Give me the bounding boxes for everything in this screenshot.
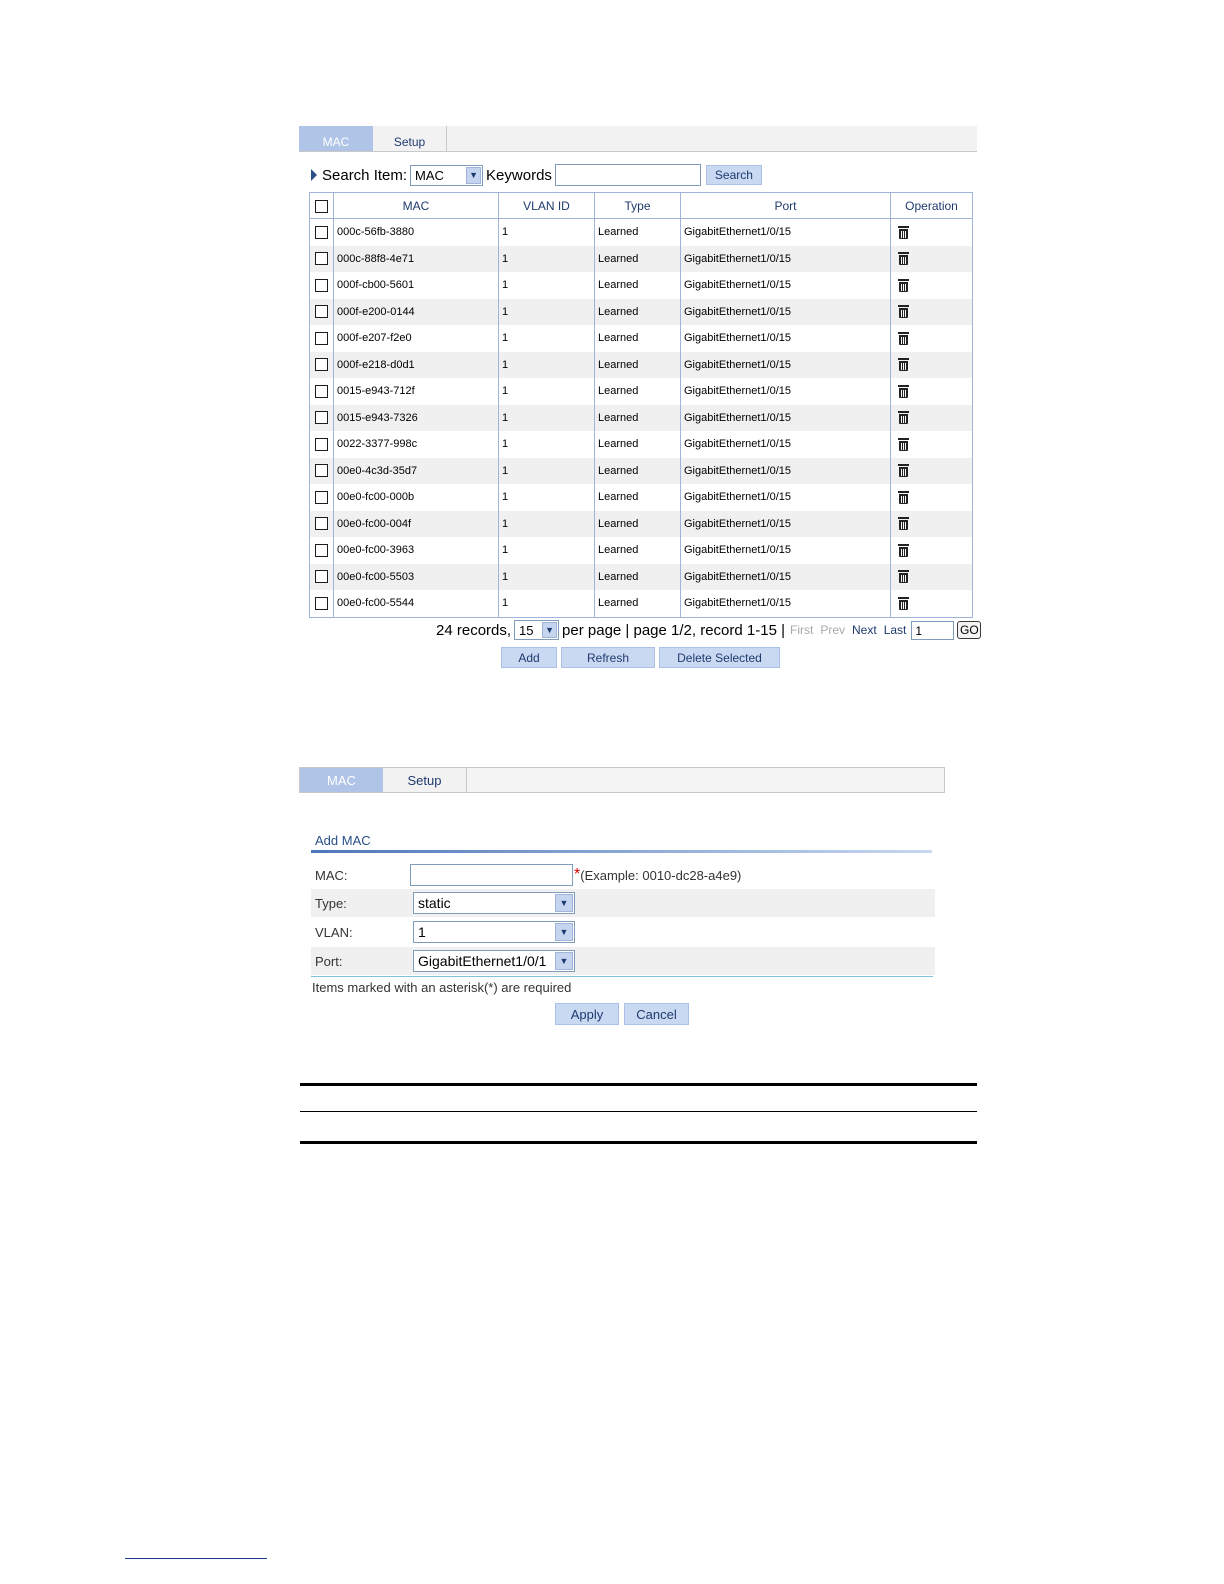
mac-cell: 000c-88f8-4e71 [334, 246, 499, 273]
mac-cell: 000f-e200-0144 [334, 299, 499, 326]
row-checkbox[interactable] [315, 385, 328, 398]
page-summary: per page | page 1/2, record 1-15 | [562, 621, 785, 639]
triangle-right-icon [311, 169, 317, 181]
mac-cell: 00e0-fc00-3963 [334, 537, 499, 564]
operation-cell [891, 537, 973, 564]
type-cell: Learned [595, 299, 681, 326]
chevron-down-icon: ▼ [555, 952, 573, 970]
section-title: Add MAC [315, 833, 371, 848]
col-header-type[interactable]: Type [595, 193, 681, 219]
record-count: 24 records, [436, 621, 512, 639]
chevron-down-icon: ▼ [466, 167, 481, 184]
vlan-cell: 1 [499, 405, 595, 432]
table-row [310, 458, 973, 485]
port-cell: GigabitEthernet1/0/15 [681, 325, 891, 352]
vlan-cell: 1 [499, 484, 595, 511]
row-checkbox-cell [310, 537, 334, 564]
table-row [310, 537, 973, 564]
port-cell: GigabitEthernet1/0/15 [681, 537, 891, 564]
type-select[interactable]: static ▼ [413, 892, 575, 914]
port-cell: GigabitEthernet1/0/15 [681, 272, 891, 299]
mac-table-body [310, 219, 973, 618]
tab-setup[interactable]: Setup [383, 768, 467, 792]
port-cell: GigabitEthernet1/0/15 [681, 219, 891, 246]
trash-icon[interactable] [899, 464, 908, 477]
type-cell: Learned [595, 378, 681, 405]
type-cell: Learned [595, 484, 681, 511]
mac-cell: 0015-e943-712f [334, 378, 499, 405]
mac-input[interactable] [410, 864, 573, 886]
page-number-input[interactable]: 1 [911, 621, 954, 640]
add-button[interactable]: Add [501, 647, 557, 668]
trash-icon[interactable] [899, 570, 908, 583]
row-checkbox[interactable] [315, 411, 328, 424]
per-page-select[interactable]: 15 ▼ [514, 620, 559, 640]
table-row [310, 378, 973, 405]
type-label: Type: [315, 895, 347, 911]
port-cell: GigabitEthernet1/0/15 [681, 590, 891, 617]
port-cell: GigabitEthernet1/0/15 [681, 564, 891, 591]
type-cell: Learned [595, 272, 681, 299]
port-cell: GigabitEthernet1/0/15 [681, 246, 891, 273]
refresh-button[interactable]: Refresh [561, 647, 655, 668]
operation-cell [891, 352, 973, 379]
row-checkbox-cell [310, 219, 334, 246]
table-row [310, 511, 973, 538]
vlan-cell: 1 [499, 537, 595, 564]
row-checkbox[interactable] [315, 332, 328, 345]
operation-cell [891, 590, 973, 617]
required-marker: * [574, 866, 581, 883]
operation-cell [891, 219, 973, 246]
footnote-link-underline [125, 1558, 267, 1559]
trash-icon[interactable] [899, 252, 908, 265]
vlan-cell: 1 [499, 564, 595, 591]
vlan-label: VLAN: [315, 924, 353, 940]
table-row [310, 405, 973, 432]
table-row [310, 299, 973, 326]
table-row [310, 564, 973, 591]
row-checkbox-cell [310, 564, 334, 591]
table-row [310, 431, 973, 458]
row-checkbox-cell [310, 511, 334, 538]
row-checkbox-cell [310, 484, 334, 511]
trash-icon[interactable] [899, 332, 908, 345]
cancel-button[interactable]: Cancel [624, 1003, 689, 1025]
table-row [310, 219, 973, 246]
vlan-cell: 1 [499, 219, 595, 246]
type-cell: Learned [595, 458, 681, 485]
mac-label: MAC: [315, 867, 348, 883]
port-cell: GigabitEthernet1/0/15 [681, 352, 891, 379]
vlan-cell: 1 [499, 299, 595, 326]
mac-cell: 0022-3377-998c [334, 431, 499, 458]
vlan-cell: 1 [499, 272, 595, 299]
port-cell: GigabitEthernet1/0/15 [681, 378, 891, 405]
tab-mac[interactable]: MAC [299, 126, 373, 151]
mac-cell: 00e0-4c3d-35d7 [334, 458, 499, 485]
mac-example-hint: (Example: 0010-dc28-a4e9) [580, 867, 742, 883]
col-header-operation: Operation [891, 193, 973, 219]
table-row [310, 325, 973, 352]
operation-cell [891, 299, 973, 326]
trash-icon[interactable] [899, 491, 908, 504]
row-checkbox[interactable] [315, 358, 328, 371]
trash-icon[interactable] [899, 411, 908, 424]
vlan-cell: 1 [499, 458, 595, 485]
mac-cell: 000f-e207-f2e0 [334, 325, 499, 352]
vlan-cell: 1 [499, 352, 595, 379]
chevron-down-icon: ▼ [555, 894, 573, 912]
row-checkbox[interactable] [315, 438, 328, 451]
type-cell: Learned [595, 325, 681, 352]
type-cell: Learned [595, 511, 681, 538]
type-cell: Learned [595, 590, 681, 617]
port-label: Port: [315, 953, 343, 969]
operation-cell [891, 564, 973, 591]
operation-cell [891, 378, 973, 405]
first-page-link[interactable]: First [790, 623, 814, 637]
col-header-mac[interactable]: MAC [334, 193, 499, 219]
form-row-port [311, 947, 935, 975]
chevron-down-icon: ▼ [555, 923, 573, 941]
vlan-cell: 1 [499, 431, 595, 458]
mac-cell: 0015-e943-7326 [334, 405, 499, 432]
row-checkbox-cell [310, 590, 334, 617]
form-row-mac [311, 861, 935, 889]
row-checkbox[interactable] [315, 252, 328, 265]
form-divider [311, 976, 933, 977]
pagination [436, 619, 981, 641]
row-checkbox[interactable] [315, 305, 328, 318]
vlan-cell: 1 [499, 378, 595, 405]
select-all-cell [310, 193, 334, 219]
vlan-cell: 1 [499, 590, 595, 617]
type-cell: Learned [595, 537, 681, 564]
operation-cell [891, 405, 973, 432]
table-row [310, 484, 973, 511]
port-cell: GigabitEthernet1/0/15 [681, 458, 891, 485]
table-bottom-rule [300, 1141, 977, 1144]
apply-button[interactable]: Apply [555, 1003, 619, 1025]
type-cell: Learned [595, 405, 681, 432]
go-button[interactable]: GO [957, 621, 981, 639]
search-item-label: Search Item: [322, 166, 408, 184]
select-all-checkbox[interactable] [315, 200, 328, 213]
row-checkbox-cell [310, 299, 334, 326]
operation-cell [891, 458, 973, 485]
row-checkbox[interactable] [315, 464, 328, 477]
row-checkbox[interactable] [315, 597, 328, 610]
row-checkbox[interactable] [315, 226, 328, 239]
mac-cell: 00e0-fc00-004f [334, 511, 499, 538]
row-checkbox[interactable] [315, 279, 328, 292]
tab-bar [299, 126, 977, 152]
trash-icon[interactable] [899, 226, 908, 239]
row-checkbox-cell [310, 352, 334, 379]
table-row [310, 272, 973, 299]
form-row-type [311, 889, 935, 917]
mac-table [309, 192, 973, 618]
row-checkbox-cell [310, 405, 334, 432]
last-page-link[interactable]: Last [883, 623, 907, 637]
required-note: Items marked with an asterisk(*) are required [312, 980, 572, 995]
row-checkbox-cell [310, 378, 334, 405]
row-checkbox-cell [310, 458, 334, 485]
tab-bar-setup [299, 767, 945, 793]
trash-icon[interactable] [899, 385, 908, 398]
form-row-vlan [311, 918, 935, 946]
type-cell: Learned [595, 352, 681, 379]
table-row [310, 352, 973, 379]
type-cell: Learned [595, 564, 681, 591]
mac-cell: 000f-e218-d0d1 [334, 352, 499, 379]
trash-icon[interactable] [899, 438, 908, 451]
keywords-input[interactable] [555, 164, 701, 186]
mac-cell: 00e0-fc00-5544 [334, 590, 499, 617]
trash-icon[interactable] [899, 358, 908, 371]
vlan-cell: 1 [499, 246, 595, 273]
trash-icon[interactable] [899, 279, 908, 292]
mac-cell: 00e0-fc00-000b [334, 484, 499, 511]
port-cell: GigabitEthernet1/0/15 [681, 431, 891, 458]
delete-selected-button[interactable]: Delete Selected [659, 647, 780, 668]
vlan-cell: 1 [499, 325, 595, 352]
table-row [310, 590, 973, 617]
row-checkbox[interactable] [315, 491, 328, 504]
col-header-port[interactable]: Port [681, 193, 891, 219]
operation-cell [891, 431, 973, 458]
vlan-cell: 1 [499, 511, 595, 538]
chevron-down-icon: ▼ [542, 622, 557, 638]
row-checkbox[interactable] [315, 517, 328, 530]
table-top-rule [300, 1083, 977, 1086]
operation-cell [891, 272, 973, 299]
port-cell: GigabitEthernet1/0/15 [681, 511, 891, 538]
row-checkbox[interactable] [315, 544, 328, 557]
next-page-link[interactable]: Next [852, 623, 877, 637]
row-checkbox-cell [310, 246, 334, 273]
row-checkbox[interactable] [315, 570, 328, 583]
tab-mac[interactable]: MAC [300, 768, 383, 792]
row-checkbox-cell [310, 272, 334, 299]
operation-cell [891, 246, 973, 273]
port-select[interactable]: GigabitEthernet1/0/1 ▼ [413, 950, 575, 972]
port-cell: GigabitEthernet1/0/15 [681, 405, 891, 432]
type-cell: Learned [595, 431, 681, 458]
operation-cell [891, 484, 973, 511]
table-row [310, 246, 973, 273]
trash-icon[interactable] [899, 597, 908, 610]
prev-page-link[interactable]: Prev [820, 623, 846, 637]
tab-setup[interactable]: Setup [373, 126, 447, 151]
search-bar [311, 164, 762, 186]
mac-cell: 000f-cb00-5601 [334, 272, 499, 299]
trash-icon[interactable] [899, 544, 908, 557]
type-cell: Learned [595, 219, 681, 246]
mac-cell: 000c-56fb-3880 [334, 219, 499, 246]
table-middle-rule [300, 1111, 977, 1112]
section-divider [311, 850, 932, 853]
row-checkbox-cell [310, 325, 334, 352]
search-item-select[interactable]: MAC ▼ [410, 165, 483, 186]
keywords-label: Keywords [486, 166, 552, 184]
trash-icon[interactable] [899, 305, 908, 318]
operation-cell [891, 325, 973, 352]
row-checkbox-cell [310, 431, 334, 458]
type-cell: Learned [595, 246, 681, 273]
port-cell: GigabitEthernet1/0/15 [681, 299, 891, 326]
col-header-vlan[interactable]: VLAN ID [499, 193, 595, 219]
port-cell: GigabitEthernet1/0/15 [681, 484, 891, 511]
vlan-select[interactable]: 1 ▼ [413, 921, 575, 943]
trash-icon[interactable] [899, 517, 908, 530]
mac-cell: 00e0-fc00-5503 [334, 564, 499, 591]
search-button[interactable]: Search [706, 165, 762, 185]
operation-cell [891, 511, 973, 538]
